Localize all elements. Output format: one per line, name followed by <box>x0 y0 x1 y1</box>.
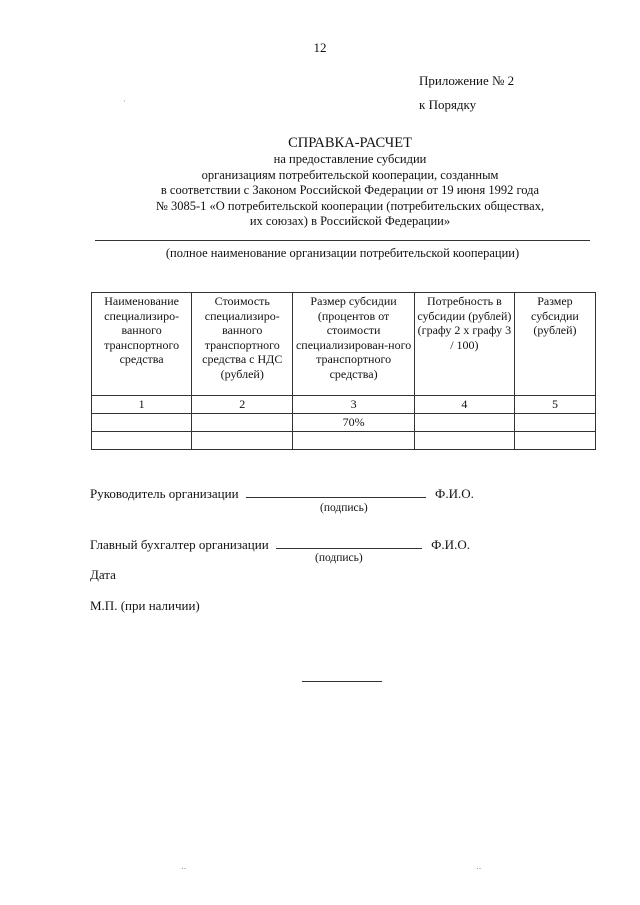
column-number: 5 <box>514 396 595 414</box>
table-cell <box>293 431 415 449</box>
head-signature-field <box>246 484 426 498</box>
table-cell <box>192 413 293 431</box>
accountant-signature-caption: (подпись) <box>315 552 363 564</box>
subsidy-calculation-table <box>91 292 596 450</box>
head-fio-label: Ф.И.О. <box>435 486 474 501</box>
table-cell <box>414 413 514 431</box>
appendix-reference <box>419 69 514 117</box>
head-signature-row <box>90 484 474 502</box>
table-cell <box>92 413 192 431</box>
appendix-line-2: к Порядку <box>419 97 477 112</box>
scan-speck: ‥ <box>181 862 187 871</box>
document-title: СПРАВКА-РАСЧЕТ <box>288 135 412 151</box>
accountant-label: Главный бухгалтер организации <box>90 537 269 552</box>
column-header: Размер субсидии (рублей) <box>514 293 595 396</box>
table-row <box>92 413 596 431</box>
column-header: Размер субсидии (процентов от стоимости специализирован-ного транспортного средства) <box>293 293 415 396</box>
title-line: их союзах) в Российской Федерации» <box>249 214 451 228</box>
organization-name-line <box>95 240 590 241</box>
accountant-fio-label: Ф.И.О. <box>431 537 470 552</box>
table-header-row <box>92 293 596 396</box>
title-line: организациям потребительской кооперации, созданным <box>201 167 499 182</box>
column-header: Потребность в субсидии (рублей) (графу 2 х графу 3 / 100) <box>414 293 514 396</box>
accountant-signature-row <box>90 535 470 553</box>
table-cell <box>92 431 192 449</box>
accountant-signature-field <box>276 535 422 549</box>
column-number: 4 <box>414 396 514 414</box>
document-title-block <box>100 134 600 230</box>
table-row <box>92 431 596 449</box>
column-header: Наименование специализиро-ванного транспортного средства <box>92 293 192 396</box>
scan-speck: · <box>123 97 126 106</box>
table-cell <box>514 431 595 449</box>
stamp-label: М.П. (при наличии) <box>90 598 200 613</box>
head-signature-caption: (подпись) <box>320 502 368 514</box>
column-number-row <box>92 396 596 414</box>
head-label: Руководитель организации <box>90 486 239 501</box>
column-number: 1 <box>92 396 192 414</box>
table-cell <box>414 431 514 449</box>
table-cell: 70% <box>293 413 415 431</box>
table-cell <box>514 413 595 431</box>
appendix-line-1: Приложение № 2 <box>419 73 515 88</box>
page-number: 12 <box>313 40 327 55</box>
column-number: 2 <box>192 396 293 414</box>
date-label: Дата <box>90 567 116 582</box>
title-line: № 3085-1 «О потребительской кооперации (потребительских обществах, <box>155 198 545 213</box>
title-line: на предоставление субсидии <box>273 152 427 166</box>
closing-divider <box>302 681 382 682</box>
title-line: в соответствии с Законом Российской Федерации от 19 июня 1992 года <box>160 183 540 197</box>
table-cell <box>192 431 293 449</box>
column-number: 3 <box>293 396 415 414</box>
organization-name-caption: (полное наименование организации потребительской кооперации) <box>165 246 520 260</box>
scan-speck: ‥ <box>476 862 482 871</box>
column-header: Стоимость специализиро-ванного транспортного средства с НДС (рублей) <box>192 293 293 396</box>
